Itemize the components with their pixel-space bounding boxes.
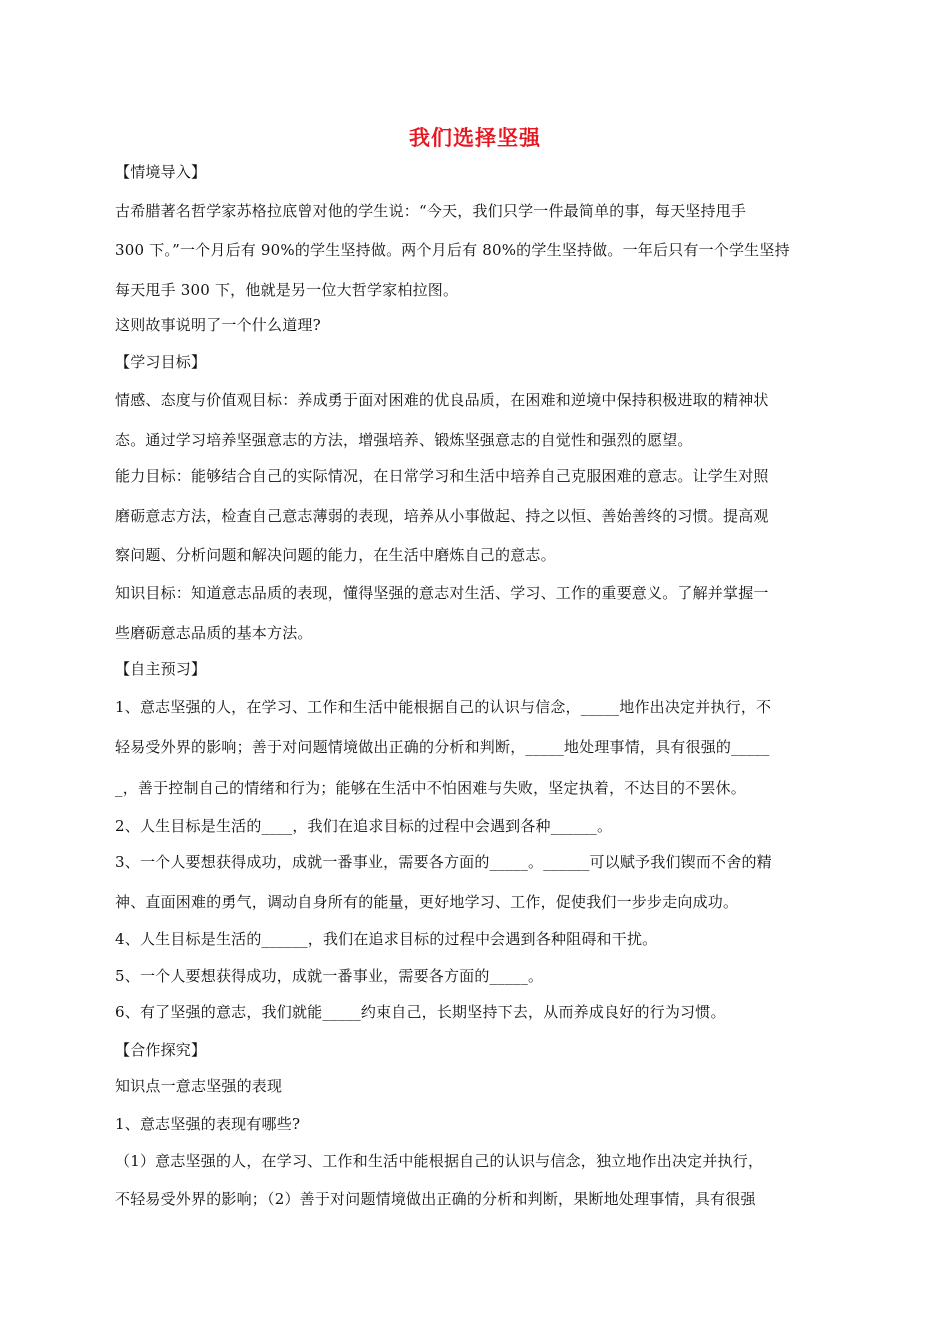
paragraph-line: 4、人生目标是生活的______，我们在追求目标的过程中会遇到各种阻碍和干扰。 (115, 930, 658, 948)
paragraph-line: 300 下。”一个月后有 90%的学生坚持做。两个月后有 80%的学生坚持做。一年后只有一个学生坚持 (115, 241, 790, 259)
paragraph-line: 每天甩手 300 下，他就是另一位大哲学家柏拉图。 (115, 281, 459, 299)
section-heading-explore: 【合作探究】 (115, 1041, 207, 1059)
paragraph-line: 知识点一意志坚强的表现 (115, 1077, 283, 1095)
document-title: 我们选择坚强 (409, 126, 541, 150)
paragraph-line: 1、意志坚强的人，在学习、工作和生活中能根据自己的认识与信念，_____地作出决定并执行，不 (115, 698, 772, 716)
paragraph-line: 1、意志坚强的表现有哪些? (115, 1115, 301, 1133)
paragraph-line: 情感、态度与价值观目标：养成勇于面对困难的优良品质，在困难和逆境中保持积极进取的精神状 (115, 391, 769, 409)
paragraph-line: _，善于控制自己的情绪和行为；能够在生活中不怕困难与失败，坚定执着，不达目的不罢休。 (115, 779, 746, 797)
section-heading-intro: 【情境导入】 (115, 163, 207, 181)
paragraph-line: 能力目标：能够结合自己的实际情况，在日常学习和生活中培养自己克服困难的意志。让学生对照 (115, 467, 769, 485)
paragraph-line: 古希腊著名哲学家苏格拉底曾对他的学生说：“今天，我们只学一件最简单的事，每天坚持甩手 (115, 202, 747, 220)
paragraph-line: 不轻易受外界的影响；（2）善于对问题情境做出正确的分析和判断，果断地处理事情，具有很强 (115, 1190, 756, 1208)
section-heading-goals: 【学习目标】 (115, 353, 207, 371)
paragraph-line: 磨砺意志方法，检查自己意志薄弱的表现，培养从小事做起、持之以恒、善始善终的习惯。提高观 (115, 507, 769, 525)
paragraph-line: 些磨砺意志品质的基本方法。 (115, 624, 313, 642)
paragraph-line: （1）意志坚强的人，在学习、工作和生活中能根据自己的认识与信念，独立地作出决定并执行， (115, 1152, 764, 1170)
paragraph-line: 态。通过学习培养坚强意志的方法，增强培养、锻炼坚强意志的自觉性和强烈的愿望。 (115, 431, 693, 449)
paragraph-line: 5、一个人要想获得成功，成就一番事业，需要各方面的_____。 (115, 967, 544, 985)
paragraph-line: 神、直面困难的勇气，调动自身所有的能量，更好地学习、工作，促使我们一步步走向成功。 (115, 893, 739, 911)
paragraph-line: 知识目标：知道意志品质的表现，懂得坚强的意志对生活、学习、工作的重要意义。了解并掌握一 (115, 584, 769, 602)
paragraph-line: 轻易受外界的影响；善于对问题情境做出正确的分析和判断，_____地处理事情，具有很强的_____ (115, 738, 770, 756)
paragraph-line: 察问题、分析问题和解决问题的能力，在生活中磨炼自己的意志。 (115, 546, 556, 564)
paragraph-line: 3、一个人要想获得成功，成就一番事业，需要各方面的_____。______可以赋予我们锲而不舍的精 (115, 853, 772, 871)
section-heading-preview: 【自主预习】 (115, 660, 207, 678)
paragraph-line: 这则故事说明了一个什么道理? (115, 316, 321, 334)
paragraph-line: 6、有了坚强的意志，我们就能_____约束自己，长期坚持下去，从而养成良好的行为习惯。 (115, 1003, 726, 1021)
paragraph-line: 2、人生目标是生活的____，我们在追求目标的过程中会遇到各种______。 (115, 817, 613, 835)
